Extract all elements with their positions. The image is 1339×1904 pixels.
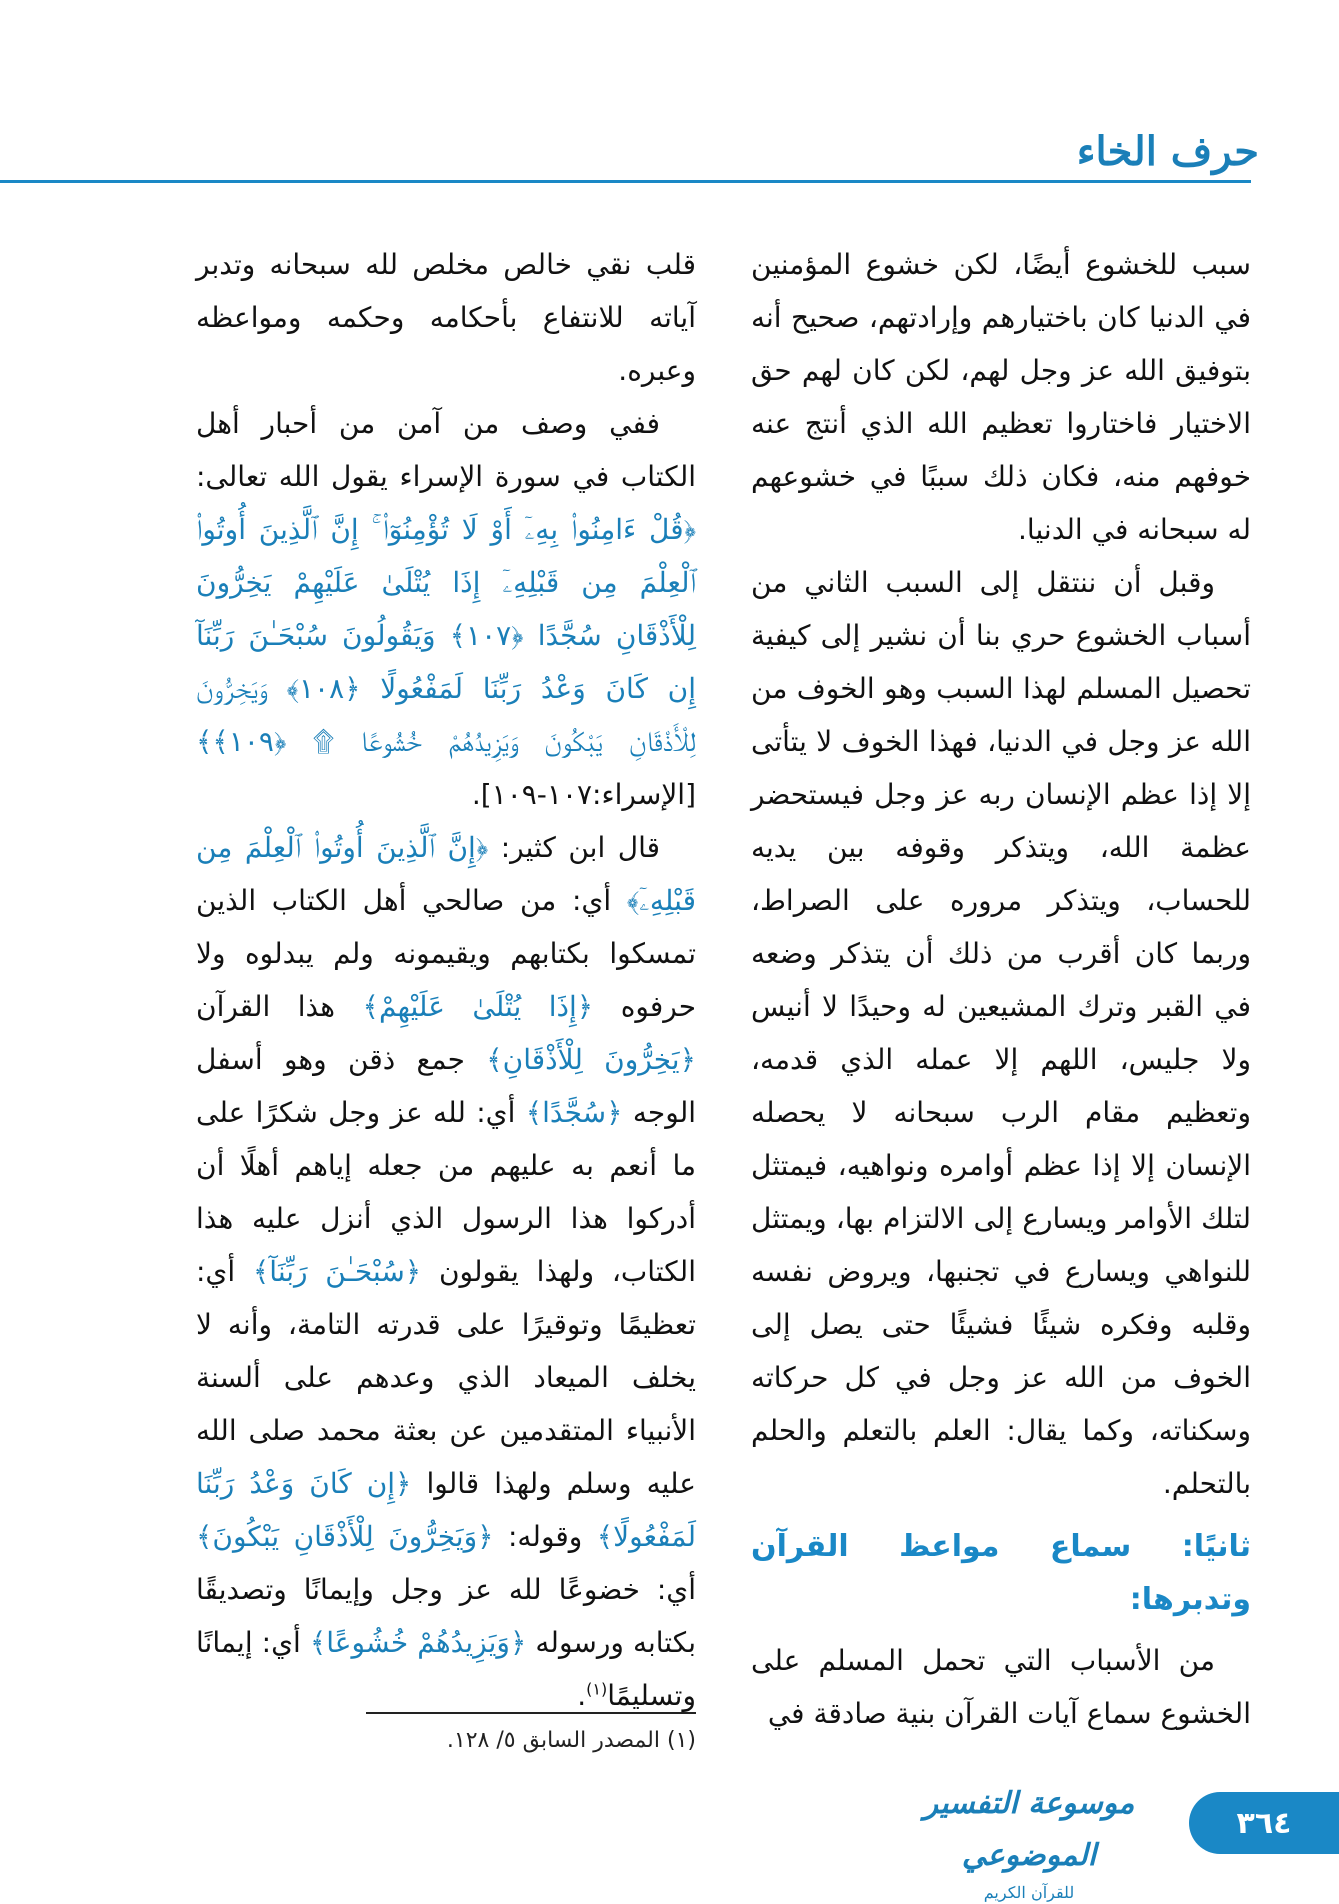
text-segment: أي: تعظيمًا وتوقيرًا على قدرته التامة، وأنه لا يخلف الميعاد الذي وعدهم على ألسنة الأنبياء المتقدمين عن بعثة محمد صلى الله عليه وسلم ولهذا قالوا [196,1255,697,1500]
quran-quote: ﴿إِن كَانَ وَعْدُ رَبِّنَا لَمَفْعُولًا﴾ [196,1467,696,1553]
text-segment: جمع ذقن وهو أسفل الوجه [196,1043,697,1129]
quran-quote: ﴿سُجَّدًا﴾ [525,1096,623,1129]
footnote-reference[interactable]: (١) [586,1679,608,1699]
quran-quote: ﴿إِنَّ ٱلَّذِينَ أُوتُوا۟ ٱلْعِلْمَ مِن قَبْلِهِۦٓ﴾ [196,831,697,917]
paragraph: سبب للخشوع أيضًا، لكن خشوع المؤمنين في الدنيا كان باختيارهم وإرادتهم، صحيح أنه بتوفيق الله عز وجل لهم، لكن كان لهم حق الاختيار فاختاروا تعظيم الله الذي أنتج عنه خوفهم منه، فكان ذلك سببًا في خشوعهم له سبحانه في الدنيا. [751,248,1251,546]
page-number-badge [1189,1792,1339,1854]
paragraph-with-verse [196,397,696,821]
text-segment: أي: من صالحي أهل الكتاب الذين تمسكوا بكتابهم ويقيمونه ولم يبدلوه ولا حرفوه [196,884,696,1023]
text-segment: . [577,1679,587,1712]
footnote-divider [366,1712,696,1714]
footnote: (١) المصدر السابق ٥/ ١٢٨. [446,1728,696,1753]
paragraph-text: ففي وصف من آمن من أحبار أهل الكتاب في سورة الإسراء يقول الله تعالى: [196,407,696,493]
paragraph: قلب نقي خالص مخلص لله سبحانه وتدبر آياته للانتفاع بأحكامه وحكمه ومواعظه وعبره. [196,248,696,387]
quran-quote: ﴿إِذَا يُتْلَىٰ عَلَيْهِمْ﴾ [362,990,594,1023]
header-divider [0,180,1251,183]
text-segment: هذا القرآن [196,990,336,1023]
text-segment: أي: خضوعًا لله عز وجل وإيمانًا وتصديقًا بكتابه ورسوله [196,1573,697,1659]
encyclopedia-logo [894,1778,1164,1902]
text-segment: أي: إيمانًا وتسليمًا [196,1626,696,1712]
tafsir-paragraph [196,821,696,1722]
verse-reference: [الإسراء:١٠٧-١٠٩]. [471,778,696,811]
text-segment: وقوله: [507,1520,583,1553]
chapter-title: حرف الخاء [1076,128,1259,175]
paragraph: من الأسباب التي تحمل المسلم على الخشوع سماع آيات القرآن بنية صادقة في [751,1644,1251,1730]
text-segment: قال ابن كثير: [500,831,661,864]
right-column [751,238,1251,1740]
text-segment: أي: لله عز وجل شكرًا على ما أنعم به عليهم من جعله إياهم أهلًا أن أدركوا هذا الرسول الذي أنزل عليه هذا الكتاب، ولهذا يقولون [196,1096,696,1288]
section-subheading: ثانيًا: سماع مواعظ القرآن وتدبرها: [751,1529,1251,1617]
quran-quote: ﴿وَيَخِرُّونَ لِلْأَذْقَانِ يَبْكُونَ﴾ [196,1520,494,1553]
paragraph: وقبل أن ننتقل إلى السبب الثاني من أسباب الخشوع حري بنا أن نشير إلى كيفية تحصيل المسلم لهذا السبب وهو الخوف من الله عز وجل في الدنيا، فهذا الخوف لا يتأتى إلا إذا عظم الإنسان ربه عز وجل فيستحضر عظمة الله، ويتذكر وقوفه بين يديه للحساب، ويتذكر مروره على الصراط، وربما كان أقرب من ذلك أن يتذكر وضعه في القبر وترك المشيعين له وحيدًا لا أنيس ولا جليس، اللهم إلا عمله الذي قدمه، وتعظيم مقام الرب سبحانه لا يحصله الإنسان إلا إذا عظم أوامره ونواهيه، فيمتثل لتلك الأوامر ويسارع إلى الالتزام بها، ويمتثل للنواهي ويسارع في تجنبها، ويروض نفسه وقلبه وفكره شيئًا فشيئًا حتى يصل إلى الخوف من الله عز وجل في كل حركاته وسكناته، وكما يقال: العلم بالتعلم والحلم بالتحلم. [751,566,1251,1500]
page-number: ٣٦٤ [1236,1805,1292,1841]
quran-verse: ﴿قُلْ ءَامِنُوا۟ بِهِۦٓ أَوْ لَا تُؤْمِنُوٓا۟ ۚ إِنَّ ٱلَّذِينَ أُوتُوا۟ ٱلْعِلْمَ مِن قَبْلِهِۦٓ إِذَا يُتْلَىٰ عَلَيْهِمْ يَخِرُّونَ لِلْأَذْقَانِ سُجَّدًا ﴿١٠٧﴾ وَيَقُولُونَ سُبْحَـٰنَ رَبِّنَآ إِن كَانَ وَعْدُ رَبِّنَا لَمَفْعُولًا ﴿١٠٨﴾ وَيَخِرُّونَ لِلْأَذْقَانِ يَبْكُونَ وَيَزِيدُهُمْ خُشُوعًا ۩ ﴿١٠٩﴾﴾ [196,513,696,758]
quran-quote: ﴿يَخِرُّونَ لِلْأَذْقَانِ﴾ [486,1043,696,1076]
quran-quote: ﴿وَيَزِيدُهُمْ خُشُوعًا﴾ [309,1626,527,1659]
quran-quote: ﴿سُبْحَـٰنَ رَبِّنَآ﴾ [252,1255,422,1288]
logo-title: موسوعة التفسير الموضوعي [923,1786,1135,1873]
left-column [196,238,696,1722]
logo-subtitle: للقرآن الكريم [983,1883,1075,1902]
